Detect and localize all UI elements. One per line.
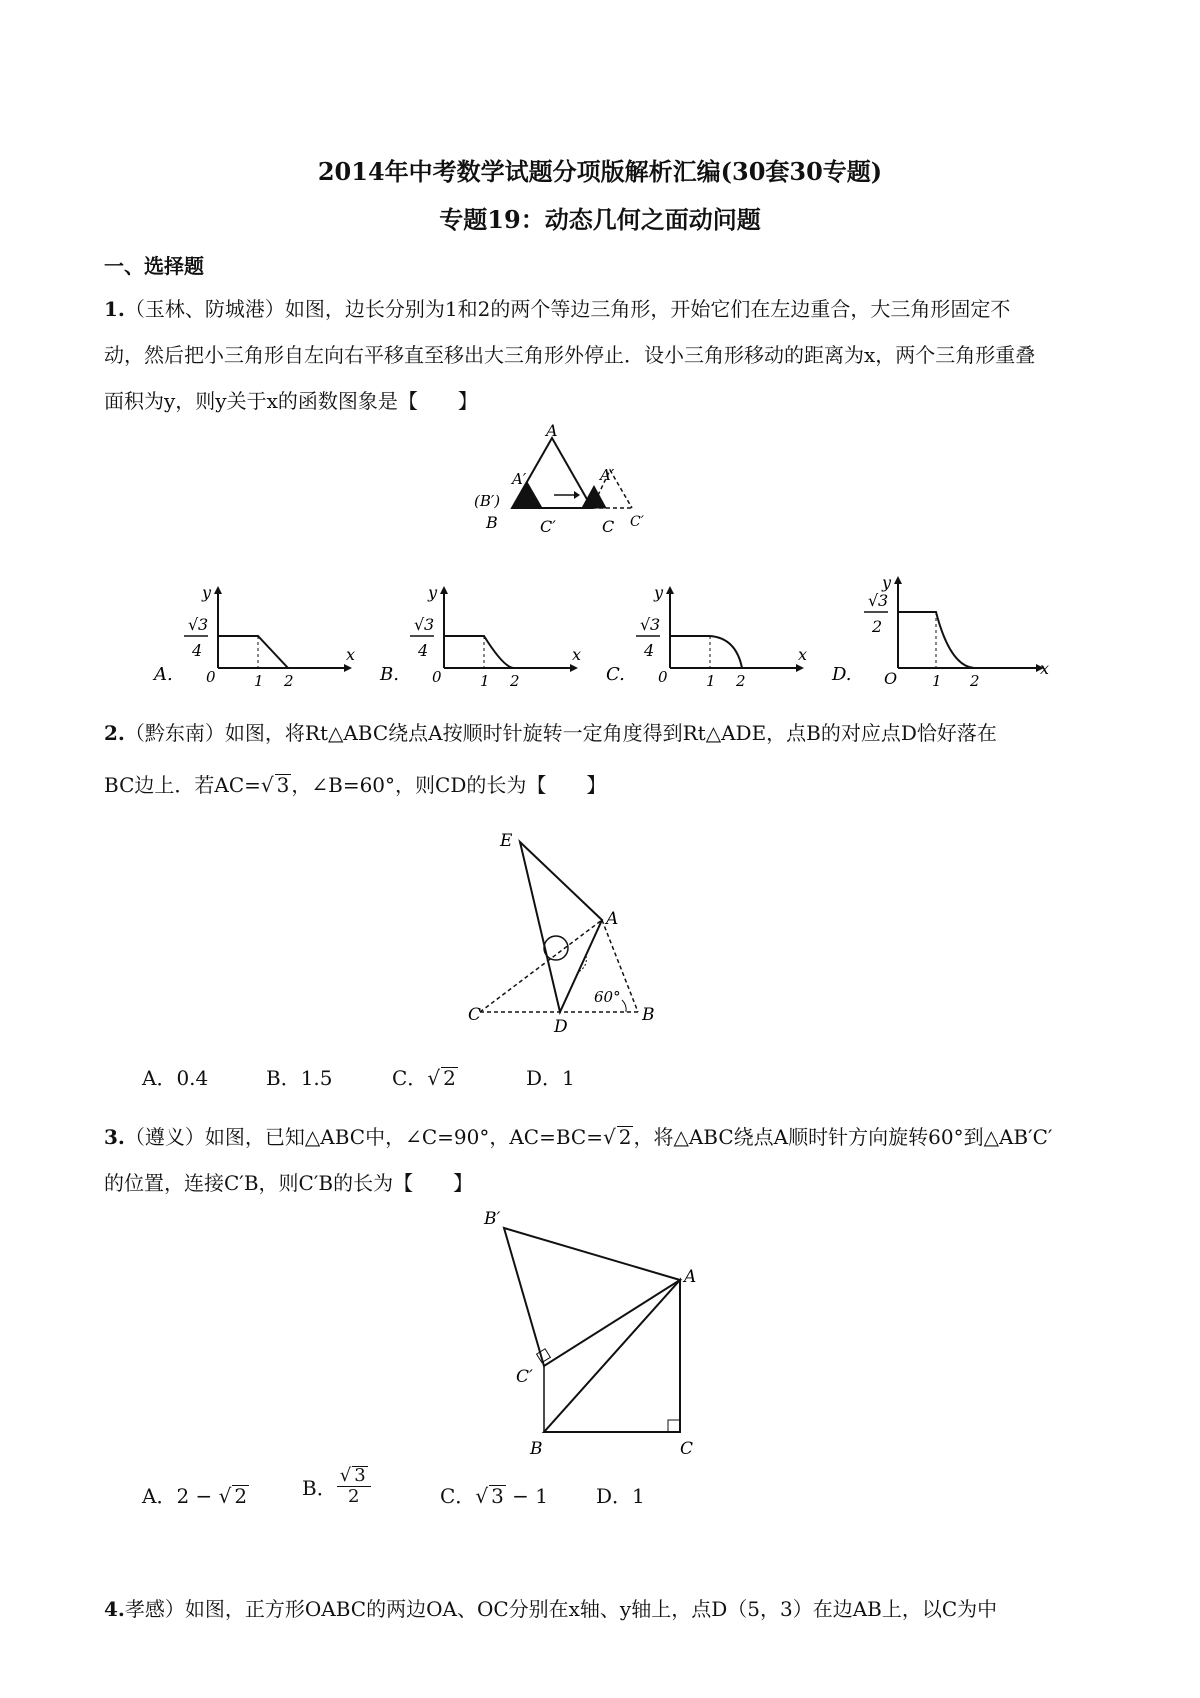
label-E: E xyxy=(500,831,513,851)
svg-text:1: 1 xyxy=(254,672,264,690)
question-2-line-2-pre: BC边上．若AC= xyxy=(104,773,261,797)
svg-text:2: 2 xyxy=(736,672,746,690)
svg-text:x: x xyxy=(1040,659,1050,678)
question-1-number: 1. xyxy=(104,297,125,321)
section-heading: 一、选择题 xyxy=(104,254,204,278)
svg-text:y: y xyxy=(654,583,664,602)
question-3-line-2: 的位置，连接C′B，则C′B的长为【 】 xyxy=(104,1171,474,1195)
svg-text:√: √ xyxy=(188,615,199,634)
svg-text:y: y xyxy=(202,583,212,602)
svg-text:0: 0 xyxy=(206,668,216,686)
svg-text:3: 3 xyxy=(424,615,435,634)
question-4 xyxy=(104,1586,1104,1632)
svg-text:√: √ xyxy=(640,615,651,634)
svg-text:y: y xyxy=(428,583,438,602)
q2-option-C[interactable]: C．√ 2 xyxy=(392,1066,456,1090)
q3-option-B[interactable]: B． $\frac{√ 3}{2}$ xyxy=(302,1466,371,1507)
question-3-sqrt: 2 xyxy=(618,1125,632,1149)
svg-text:2: 2 xyxy=(284,672,294,690)
question-3: 3.（遵义）如图，已知△ABC中，∠C=90°，AC=BC=√ 2 ，将△ABC绕点A顺时针方向旋转60°到△AB′C′ 的位置，连接C′B，则C′B的长为【 】 xyxy=(104,1114,1104,1206)
svg-text:1: 1 xyxy=(706,672,716,690)
question-3-figure xyxy=(480,1202,700,1462)
question-4-line-1: 孝感）如图，正方形OABC的两边OA、OC分别在x轴、y轴上，点D（5，3）在边AB上，以C为中 xyxy=(124,1597,998,1621)
label-A-prime-1: A′ xyxy=(512,470,527,488)
svg-text:x: x xyxy=(346,645,356,664)
question-2-sqrt: 3 xyxy=(276,773,290,797)
label-B: B xyxy=(530,1439,543,1459)
svg-text:x: x xyxy=(572,645,582,664)
q3-option-C[interactable]: C．√ 3 − 1 xyxy=(440,1484,548,1508)
svg-text:x: x xyxy=(798,645,808,664)
question-2-figure xyxy=(468,828,720,1037)
label-C-prime: C′ xyxy=(516,1367,533,1387)
svg-text:1: 1 xyxy=(932,672,942,690)
triangle-AB1C1 xyxy=(504,1228,680,1366)
svg-text:4: 4 xyxy=(192,641,203,660)
label-C: C xyxy=(468,1005,482,1025)
graph-option-C-label: C. xyxy=(606,664,625,685)
question-2-line-1: （黔东南）如图，将Rt△ABC绕点A按顺时针旋转一定角度得到Rt△ADE，点B的对应点D恰好落在 xyxy=(124,721,997,745)
question-4-number: 4. xyxy=(104,1597,125,1621)
document-subtitle: 专题19：动态几何之面动问题 xyxy=(439,205,761,234)
svg-text:2: 2 xyxy=(970,672,980,690)
graph-A-curve xyxy=(218,636,288,668)
graph-option-A-label: A. xyxy=(154,664,173,685)
question-3-number: 3. xyxy=(104,1125,125,1149)
triangle-ADE xyxy=(520,842,602,1012)
svg-text:4: 4 xyxy=(644,641,655,660)
question-1-triangle-figure xyxy=(470,421,710,568)
question-3-line-1-post: ，将△ABC绕点A顺时针方向旋转60°到△AB′C′ xyxy=(633,1125,1053,1149)
label-A: A xyxy=(546,421,558,440)
question-1 xyxy=(104,286,1104,424)
question-2: 2.（黔东南）如图，将Rt△ABC绕点A按顺时针旋转一定角度得到Rt△ADE，点B的对应点D恰好落在 BC边上．若AC=√ 3 ，∠B=60°，则CD的长为【 】 xyxy=(104,721,997,797)
angle-60-label: 60° xyxy=(594,988,621,1006)
svg-text:3: 3 xyxy=(878,591,889,610)
svg-text:3: 3 xyxy=(650,615,661,634)
label-D: D xyxy=(554,1017,568,1037)
label-A-prime-2: A′ xyxy=(600,466,615,484)
label-C: C xyxy=(680,1439,694,1459)
graph-option-C xyxy=(596,583,816,690)
label-B-prime: B′ xyxy=(484,1209,501,1229)
segment-BA xyxy=(544,1280,680,1432)
question-3-options xyxy=(0,1466,1200,1516)
svg-text:√: √ xyxy=(414,615,425,634)
graph-option-D xyxy=(822,574,1062,688)
graph-C-curve xyxy=(670,636,742,668)
svg-text:1: 1 xyxy=(480,672,490,690)
question-2-options xyxy=(0,1062,1200,1092)
graph-B-curve xyxy=(444,636,514,668)
question-3-line-1-pre: （遵义）如图，已知△ABC中，∠C=90°，AC=BC= xyxy=(124,1125,603,1149)
question-1-line-2: 动，然后把小三角形自左向右平移直至移出大三角形外停止．设小三角形移动的距离为x，两个三角形重叠 xyxy=(104,343,1036,367)
graph-option-B xyxy=(370,583,590,690)
svg-text:3: 3 xyxy=(198,615,209,634)
q3-option-D[interactable]: D．1 xyxy=(596,1484,645,1508)
question-1-line-3: 面积为y，则y关于x的函数图象是【 】 xyxy=(104,389,478,413)
graph-option-B-label: B. xyxy=(380,664,399,685)
label-C: C xyxy=(602,517,615,536)
q3-option-A[interactable]: A．2 − √ 2 xyxy=(142,1484,248,1508)
q2-option-D[interactable]: D．1 xyxy=(526,1066,575,1090)
label-B: B xyxy=(486,513,498,532)
document-title: 2014年中考数学试题分项版解析汇编(30套30专题) xyxy=(317,157,883,186)
label-A: A xyxy=(606,909,619,929)
label-B-prime: (B′) xyxy=(474,492,501,510)
label-C-prime-1: C′ xyxy=(540,517,556,536)
svg-text:√: √ xyxy=(868,591,879,610)
svg-text:y: y xyxy=(882,573,892,592)
question-2-number: 2. xyxy=(104,721,125,745)
svg-text:4: 4 xyxy=(418,641,429,660)
q2-option-B[interactable]: B．1.5 xyxy=(266,1066,333,1090)
graph-option-A xyxy=(144,583,364,690)
svg-text:0: 0 xyxy=(432,668,442,686)
label-B: B xyxy=(642,1005,655,1025)
svg-text:2: 2 xyxy=(872,617,883,636)
label-A: A xyxy=(684,1267,697,1287)
question-1-line-1: （玉林、防城港）如图，边长分别为1和2的两个等边三角形，开始它们在左边重合，大三角形固定不 xyxy=(124,297,1011,321)
svg-text:2: 2 xyxy=(510,672,520,690)
q2-option-A[interactable]: A．0.4 xyxy=(142,1066,209,1090)
question-2-line-2-post: ，∠B=60°，则CD的长为【 】 xyxy=(291,773,607,797)
svg-text:O: O xyxy=(884,669,898,688)
svg-text:0: 0 xyxy=(658,668,668,686)
graph-option-D-label: D. xyxy=(832,664,852,685)
label-C-prime-2: C′ xyxy=(630,514,644,530)
